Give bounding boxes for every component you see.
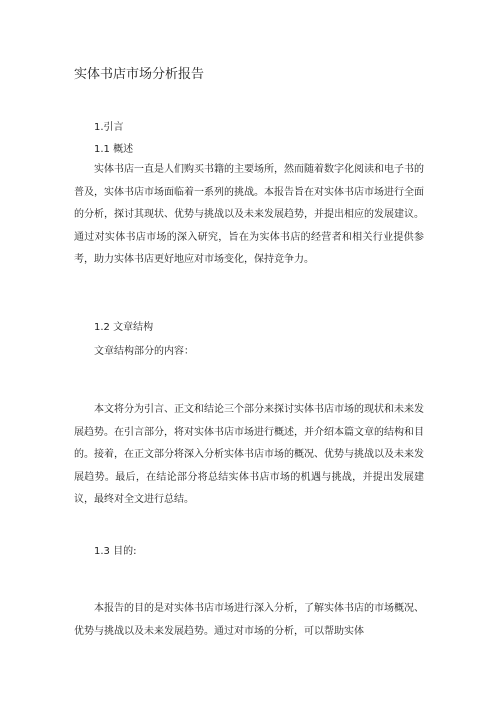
section-heading-intro: 1.引言 [94, 122, 124, 133]
section-heading-overview: 1.1 概述 [94, 144, 134, 155]
section-heading-structure: 1.2 文章结构 [94, 322, 154, 333]
structure-intro-line: 文章结构部分的内容： [94, 346, 194, 357]
purpose-paragraph: 本报告的目的是对实体书店市场进行深入分析，了解实体书店的市场概况、优势与挑战以及未来发展趋势。通过对市场的分析，可以帮助实体 [74, 603, 424, 637]
section-heading-purpose: 1.3 目的: [94, 546, 137, 557]
document-title: 实体书店市场分析报告 [74, 67, 205, 82]
overview-paragraph: 实体书店一直是人们购买书籍的主要场所，然而随着数字化阅读和电子书的普及，实体书店市场面临着一系列的挑战。本报告旨在对实体书店市场进行全面的分析，探讨其现状、优势与挑战以及未来发展趋势，并提出相应的发展建议。通过对实体书店市场的深入研究，旨在为实体书店的经营者和相关行业提供参考，助力实体书店更好地应对市场变化，保持竞争力。 [74, 164, 424, 265]
structure-paragraph: 本文将分为引言、正文和结论三个部分来探讨实体书店市场的现状和未来发展趋势。在引言部分，将对实体书店市场进行概述，并介绍本篇文章的结构和目的。接着，在正文部分将深入分析实体书店市场的概况、优势与挑战以及未来发展趋势。最后，在结论部分将总结实体书店市场的机遇与挑战，并提出发展建议，最终对全文进行总结。 [74, 404, 424, 505]
